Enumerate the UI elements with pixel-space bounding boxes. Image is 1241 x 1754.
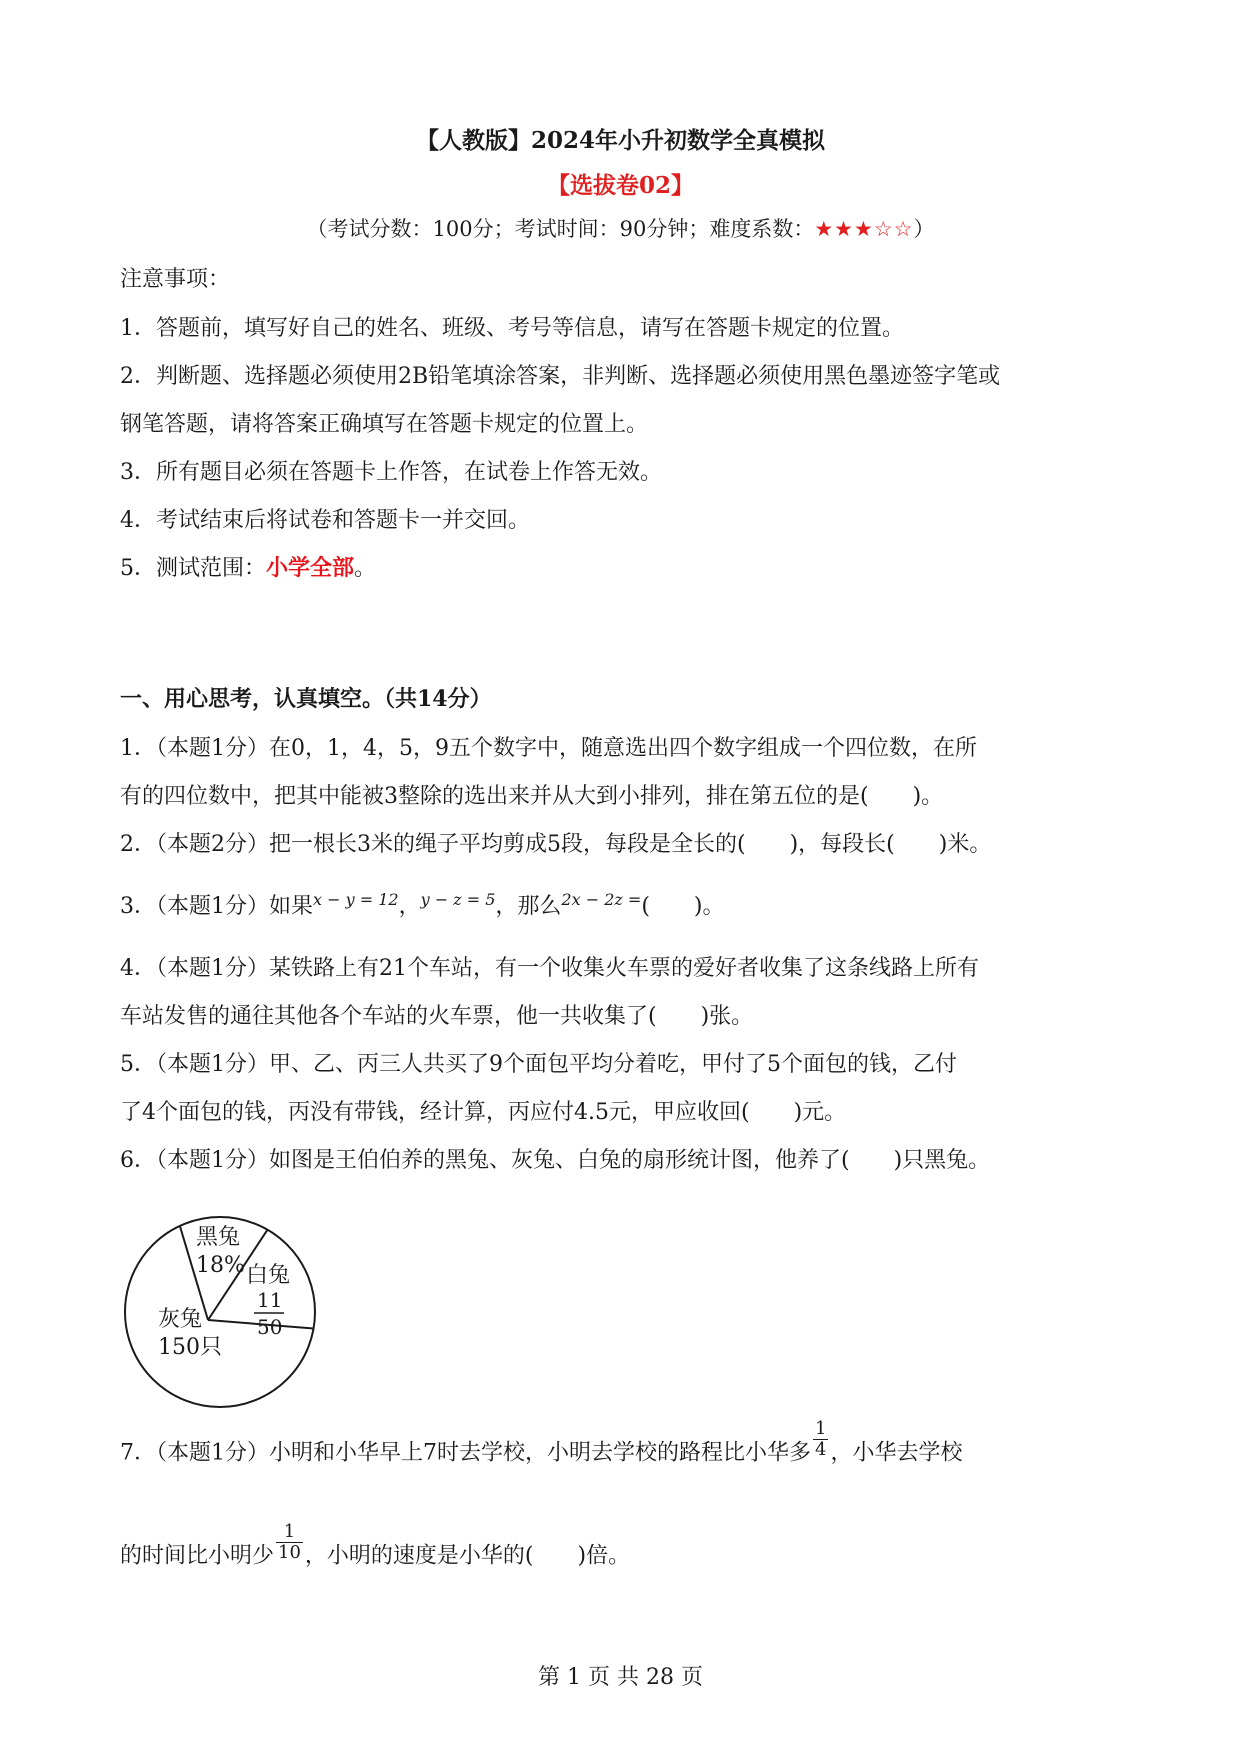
filled-stars: ★★★ — [814, 217, 874, 241]
question-5-line-2: 了4个面包的钱，丙没有带钱，经计算，丙应付4.5元，甲应收回( )元。 — [120, 1100, 847, 1125]
page-number: 第 1 页 共 28 页 — [538, 1665, 703, 1690]
scope-suffix: 。 — [354, 556, 377, 581]
question-7-line-2 — [120, 1521, 631, 1577]
q3-suffix: ( )。 — [641, 894, 725, 919]
question-6: 6．（本题1分）如图是王伯伯养的黑兔、灰兔、白兔的扇形统计图，他养了( )只黑兔。 — [120, 1148, 991, 1173]
q7-line-1-suffix: ，小华去学校 — [830, 1440, 963, 1466]
rabbit-pie-chart — [120, 1212, 340, 1412]
exam-title: 【人教版】2024年小升初数学全真模拟 — [415, 127, 825, 154]
exam-info-suffix: ） — [913, 217, 935, 241]
q7-fraction-2 — [276, 1522, 303, 1563]
slice-label-black: 黑兔 — [196, 1225, 241, 1250]
empty-stars: ☆☆ — [873, 217, 914, 241]
notice-item-5 — [120, 551, 376, 582]
notice-item-4: 4．考试结束后将试卷和答题卡一并交回。 — [120, 508, 530, 533]
scope-value: 小学全部 — [266, 556, 355, 581]
q3-equation-3: 2x − 2z = — [561, 890, 642, 909]
q7-fraction-2-numerator: 1 — [276, 1522, 303, 1543]
slice-label-gray: 灰兔 — [158, 1307, 203, 1332]
q7-fraction-1 — [813, 1419, 828, 1460]
exam-info-text: （考试分数：100分；考试时间：90分钟；难度系数： — [306, 217, 815, 241]
slice-label-white: 白兔 — [246, 1263, 291, 1288]
slice-value-white-numerator: 11 — [257, 1288, 283, 1312]
question-4-line-1: 4．（本题1分）某铁路上有21个车站，有一个收集火车票的爱好者收集了这条线路上所有 — [120, 956, 979, 981]
question-4-line-2: 车站发售的通往其他各个车站的火车票，他一共收集了( )张。 — [120, 1004, 754, 1029]
question-1-line-1: 1．（本题1分）在0，1，4，5，9五个数字中，随意选出四个数字组成一个四位数，在所 — [120, 736, 977, 761]
difficulty-stars — [814, 217, 913, 241]
exam-info — [0, 213, 1241, 243]
section-heading: 一、用心思考，认真填空。（共14分） — [120, 686, 492, 712]
notice-item-2-cont: 钢笔答题，请将答案正确填写在答题卡规定的位置上。 — [120, 412, 649, 437]
q7-line-1-text: 7．（本题1分）小明和小华早上7时去学校，小明去学校的路程比小华多 — [120, 1440, 811, 1466]
slice-value-black: 18% — [196, 1253, 245, 1278]
q7-fraction-2-denominator: 10 — [278, 1541, 301, 1563]
notice-item-2: 2．判断题、选择题必须使用2B铅笔填涂答案，非判断、选择题必须使用黑色墨迹签字笔或 — [120, 364, 1001, 389]
slice-value-white-denominator: 50 — [257, 1315, 283, 1339]
scope-label: 5．测试范围： — [120, 556, 266, 581]
q3-equation-2: y − z = 5 — [420, 890, 496, 909]
slice-value-gray: 150只 — [158, 1335, 222, 1360]
question-2: 2．（本题2分）把一根长3米的绳子平均剪成5段，每段是全长的( )，每段长( )米。 — [120, 832, 992, 857]
question-5-line-1: 5．（本题1分）甲、乙、丙三人共买了9个面包平均分着吃，甲付了5个面包的钱，乙付 — [120, 1052, 957, 1077]
q3-equation-1: x − y = 12 — [313, 890, 399, 909]
q7-line-2-suffix: ，小明的速度是小华的( )倍。 — [304, 1543, 631, 1569]
q3-mid: ，那么 — [495, 894, 562, 919]
q7-line-2-text: 的时间比小明少 — [120, 1543, 275, 1569]
notice-heading: 注意事项： — [120, 267, 231, 292]
exam-subtitle: 【选拔卷02】 — [546, 172, 694, 199]
q3-prefix: 3．（本题1分）如果 — [120, 894, 313, 919]
notice-item-3: 3．所有题目必须在答题卡上作答，在试卷上作答无效。 — [120, 460, 662, 485]
question-7-line-1 — [120, 1418, 963, 1474]
question-1-line-2: 有的四位数中，把其中能被3整除的选出来并从大到小排列，排在第五位的是( )。 — [120, 784, 944, 809]
q7-fraction-1-denominator: 4 — [815, 1438, 827, 1460]
notice-item-1: 1．答题前，填写好自己的姓名、班级、考号等信息，请写在答题卡规定的位置。 — [120, 316, 904, 341]
q7-fraction-1-numerator: 1 — [815, 1418, 827, 1439]
question-3 — [120, 889, 724, 920]
q3-sep: ， — [398, 894, 421, 919]
